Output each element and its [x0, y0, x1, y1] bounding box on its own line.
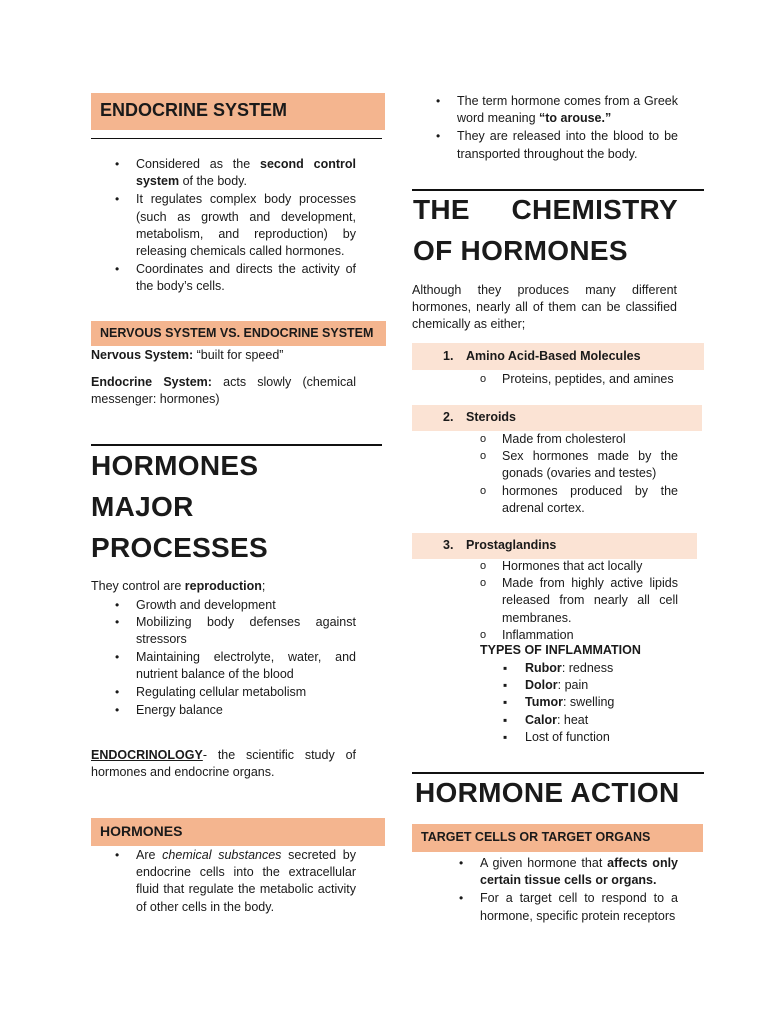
prostaglandins-label: Prostaglandins — [466, 538, 557, 552]
steroids-band — [412, 405, 702, 431]
list-item: o Made from highly active lipids released from nearly all cell membranes. — [502, 575, 678, 627]
list-item: • Are chemical substances secreted by endocrine cells into the extracellular fluid that regulate the metabolic activity of other cells in the body. — [136, 847, 356, 916]
list-item: • A given hormone that affects only certain tissue cells or organs. — [480, 855, 678, 889]
list-item: • Energy balance — [136, 702, 356, 719]
endocrine-bullets — [136, 156, 356, 296]
list-item: • It regulates complex body processes (such as growth and development, metabolism, and reproduction) by releasing chemicals called hormones. — [136, 191, 356, 260]
list-item: • Growth and development — [136, 597, 356, 614]
hormones-bullets — [136, 847, 356, 916]
list-item: o Proteins, peptides, and amines — [502, 371, 678, 388]
list-item: • Regulating cellular metabolism — [136, 684, 356, 701]
nervous-vs-endocrine-title: NERVOUS SYSTEM VS. ENDOCRINE SYSTEM — [100, 326, 374, 340]
steroids-subs — [502, 431, 678, 517]
item-number: 1. — [443, 349, 454, 363]
target-cells-title: TARGET CELLS OR TARGET ORGANS — [421, 830, 651, 844]
chemistry-title: THE CHEMISTRY OF HORMONES — [413, 194, 678, 266]
hormone-origin-bullets — [457, 93, 678, 163]
prostaglandins-subs — [502, 558, 678, 644]
major-processes-intro: They control are reproduction; — [91, 579, 266, 593]
list-item: o Inflammation — [502, 627, 678, 644]
list-item: • For a target cell to respond to a hormone, specific protein receptors — [480, 890, 678, 924]
list-item: o Made from cholesterol — [502, 431, 678, 448]
hormones-title: HORMONES — [100, 823, 183, 839]
item-number: 2. — [443, 410, 454, 424]
list-item: • The term hormone comes from a Greek word meaning “to arouse.” — [457, 93, 678, 127]
list-item: • Considered as the second control system of the body. — [136, 156, 356, 190]
inflammation-types — [525, 660, 685, 746]
list-item: ▪ Dolor: pain — [525, 677, 685, 694]
list-item: ▪ Calor: heat — [525, 712, 685, 729]
major-processes-list — [136, 597, 356, 719]
list-item: • They are released into the blood to be transported throughout the body. — [457, 128, 678, 162]
endocrinology-definition: ENDOCRINOLOGY- the scientific study of hormones and endocrine organs. — [91, 748, 356, 780]
hormones-major-processes-title: HORMONES MAJOR PROCESSES — [91, 450, 268, 563]
divider — [91, 138, 382, 139]
list-item: • Coordinates and directs the activity of the body’s cells. — [136, 261, 356, 295]
amino-acid-label: Amino Acid-Based Molecules — [466, 349, 641, 363]
amino-acid-subs — [502, 371, 678, 388]
hormone-action-title: HORMONE ACTION — [415, 777, 680, 808]
list-item: • Maintaining electrolyte, water, and nutrient balance of the blood — [136, 649, 356, 683]
list-item: ▪ Tumor: swelling — [525, 694, 685, 711]
nervous-system-line: Nervous System: “built for speed” — [91, 348, 284, 362]
chemistry-intro: Although they produces many different hormones, nearly all of them can be classified chemically as either; — [412, 283, 677, 332]
steroids-label: Steroids — [466, 410, 517, 424]
item-number: 3. — [443, 538, 454, 552]
endocrine-system-title: ENDOCRINE SYSTEM — [100, 100, 288, 120]
target-cells-bullets — [480, 855, 678, 925]
types-of-inflammation-title: TYPES OF INFLAMMATION — [480, 643, 641, 657]
list-item: • Mobilizing body defenses against stressors — [136, 614, 356, 648]
list-item: ▪ Lost of function — [525, 729, 685, 746]
list-item: o hormones produced by the adrenal cortex. — [502, 483, 678, 517]
list-item: o Sex hormones made by the gonads (ovaries and testes) — [502, 448, 678, 482]
endocrine-system-line: Endocrine System: acts slowly (chemical messenger: hormones) — [91, 375, 356, 407]
list-item: o Hormones that act locally — [502, 558, 678, 575]
list-item: ▪ Rubor: redness — [525, 660, 685, 677]
